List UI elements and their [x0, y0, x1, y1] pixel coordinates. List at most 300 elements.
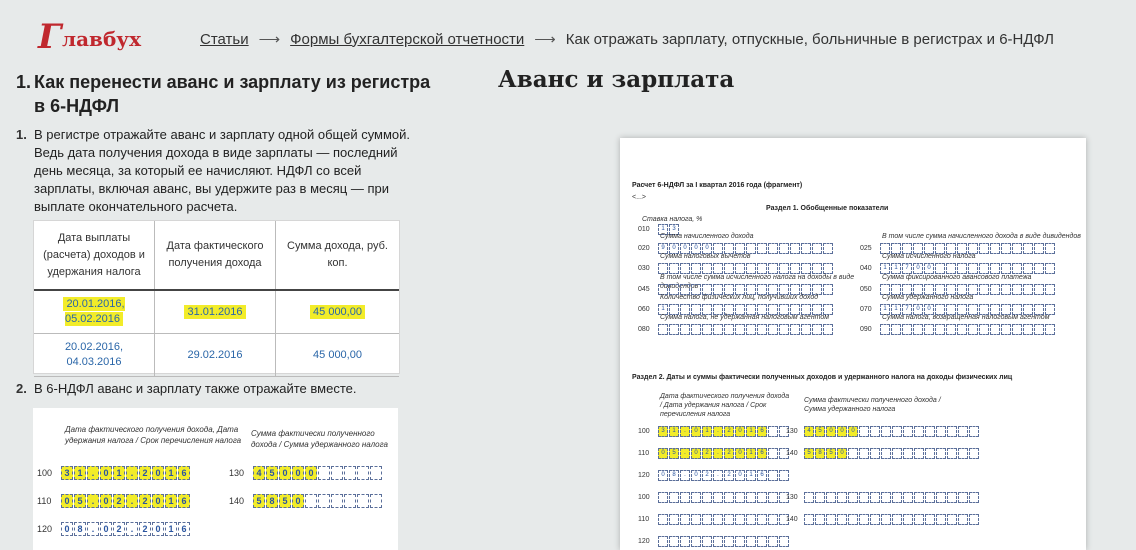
form-cell: 5: [266, 466, 278, 480]
step-2: [16, 380, 356, 398]
column-header: Дата фактического получения дохода: [155, 221, 276, 290]
form-value-cells: [658, 426, 790, 437]
form-cell: [881, 448, 891, 459]
form-cell: [958, 448, 968, 459]
form-cell: [979, 324, 989, 335]
field-code: 140: [786, 450, 798, 457]
field-code: 030: [638, 265, 650, 272]
form-value-cells: [658, 514, 790, 525]
form-cell: [914, 514, 924, 525]
form-cell: .: [680, 448, 690, 459]
field-code: 045: [638, 286, 650, 293]
form-cell: 0: [61, 494, 73, 508]
form-cell: [935, 324, 945, 335]
form-cell: 2: [139, 494, 151, 508]
form-cell: [370, 466, 382, 480]
form-cell: [658, 514, 668, 525]
form-cell: .: [126, 522, 138, 536]
form-cell: [801, 324, 811, 335]
step-text: В регистре отражайте аванс и зарплату одной общей суммой. Ведь дата получения дохода в виде зарплаты — последний день месяца, за который ее начисляют. НДФЛ со всей зарплаты, включая аванс, вы удержите раз в месяц — при выплате окончательного расчета.: [34, 127, 411, 214]
form-cell: 7: [902, 304, 912, 315]
form-cell: [812, 324, 822, 335]
form-value-cells: [253, 466, 383, 480]
form-cell: 1: [746, 448, 756, 459]
form-cell: [925, 448, 935, 459]
form-cell: [680, 536, 690, 547]
form-cell: 5: [815, 426, 825, 437]
form-cell: [757, 324, 767, 335]
form-cell: .: [126, 466, 138, 480]
form-cell: [790, 324, 800, 335]
form-value-cells: [804, 492, 980, 503]
field-code: 120: [37, 524, 53, 534]
form-cell: [669, 514, 679, 525]
field-code: 070: [860, 306, 872, 313]
form-cell: [658, 324, 668, 335]
form-cell: 1: [165, 494, 177, 508]
form-field-label: В том числе сумма исчисленного налога на доходы в виде дивидендов: [660, 274, 855, 290]
form-cell: [691, 492, 701, 503]
form-cell: [881, 426, 891, 437]
form-field-label: Сумма начисленного дохода: [660, 233, 754, 240]
form-cell: [746, 514, 756, 525]
form-cell: 0: [680, 243, 690, 254]
form-cell: [713, 324, 723, 335]
form-cell: [859, 426, 869, 437]
form-cell: [713, 514, 723, 525]
form-cell: .: [680, 426, 690, 437]
form-cell: [370, 494, 382, 508]
form-field-label: Сумма налога, не удержанная налоговым агентом: [660, 314, 830, 321]
field-code: 010: [638, 226, 650, 233]
form-cell: 0: [669, 243, 679, 254]
field-code: 100: [638, 494, 650, 501]
field-code: 140: [229, 496, 245, 506]
form-cell: 1: [165, 466, 177, 480]
form-cell: [357, 494, 369, 508]
form-cell: [669, 492, 679, 503]
form-cell: [724, 514, 734, 525]
form-6ndfl-section2-image: [33, 408, 398, 550]
form-cell: [870, 514, 880, 525]
form-cell: 0: [658, 470, 668, 481]
form-cell: [344, 466, 356, 480]
form-cell: 4: [804, 426, 814, 437]
form-cell: [702, 324, 712, 335]
form-cell: 1: [891, 263, 901, 274]
register-table: [33, 220, 400, 374]
form-cell: 2: [113, 522, 125, 536]
form-cell: 0: [658, 448, 668, 459]
field-code: 110: [638, 450, 650, 457]
form-cell: 1: [669, 426, 679, 437]
form-cell: [968, 324, 978, 335]
form-cell: [691, 536, 701, 547]
form-cell: [1012, 324, 1022, 335]
form-cell: [859, 492, 869, 503]
form-cell: 8: [266, 494, 278, 508]
form-cell: [848, 514, 858, 525]
form-cell: 6: [757, 426, 767, 437]
form-cell: [848, 492, 858, 503]
form-cell: 5: [74, 494, 86, 508]
table-cell: 45 000,00: [276, 334, 400, 377]
form-cell: [969, 514, 979, 525]
form-cell: [318, 494, 330, 508]
form-cell: [691, 514, 701, 525]
form-cell: [925, 426, 935, 437]
field-code: 020: [638, 245, 650, 252]
form-cell: [1034, 324, 1044, 335]
form-cell: [925, 492, 935, 503]
form-cell: [914, 492, 924, 503]
form-cell: [892, 448, 902, 459]
table-cell: 29.02.2016: [155, 334, 276, 377]
form-field-label: Количество физических лиц, получивших доход: [660, 294, 819, 301]
form-cell: .: [87, 522, 99, 536]
form-cell: 0: [837, 426, 847, 437]
section-number: 1.: [16, 72, 32, 92]
form-cell: [757, 536, 767, 547]
form-cell: [768, 448, 778, 459]
form-cell: [891, 324, 901, 335]
form-value-cells: [804, 426, 980, 437]
form-cell: [724, 324, 734, 335]
form-6ndfl-image: [620, 138, 1086, 550]
form-cell: [947, 514, 957, 525]
form-cell: 6: [178, 494, 190, 508]
form-cell: [957, 324, 967, 335]
form-field-label: Сумма налога, возвращенная налоговым агентом: [882, 314, 1050, 321]
form-cell: [837, 492, 847, 503]
form-cell: [746, 536, 756, 547]
form-cell: [815, 492, 825, 503]
form-ellipsis: <...>: [632, 194, 647, 201]
form-cell: 8: [669, 470, 679, 481]
form-cell: 6: [178, 522, 190, 536]
form-cell: [881, 514, 891, 525]
form-cell: 0: [924, 304, 934, 315]
form-value-cells: [61, 466, 191, 480]
form-cell: 1: [74, 466, 86, 480]
form-cell: [914, 448, 924, 459]
form-cell: 8: [815, 448, 825, 459]
form-cell: 0: [848, 426, 858, 437]
form-cell: [702, 536, 712, 547]
form-cell: 0: [292, 494, 304, 508]
table-cell: 20.02.2016, 04.03.2016: [34, 334, 155, 377]
breadcrumb-current: Как отражать зарплату, отпускные, больничные в регистрах и 6-НДФЛ: [565, 30, 1054, 48]
section-heading: [16, 70, 436, 118]
form-cell: 0: [279, 466, 291, 480]
form-cell: [870, 492, 880, 503]
form-cell: 5: [669, 448, 679, 459]
section-title: Как перенести аванс и зарплату из регистра в 6-НДФЛ: [34, 72, 431, 116]
form-cell: 0: [152, 494, 164, 508]
form-cell: 0: [691, 448, 701, 459]
form-cell: [881, 492, 891, 503]
form-cell: .: [713, 426, 723, 437]
form-cell: [903, 448, 913, 459]
form-cell: [946, 324, 956, 335]
form-cell: [680, 324, 690, 335]
form-cell: [768, 324, 778, 335]
form-value-cells: [880, 324, 1056, 335]
table-cell: 31.01.2016: [155, 290, 276, 334]
form-cell: [779, 324, 789, 335]
form-cell: [969, 426, 979, 437]
form-cell: [947, 448, 957, 459]
form-section1-title: Раздел 1. Обобщенные показатели: [766, 205, 889, 212]
form-field-label: Ставка налога, %: [642, 216, 703, 223]
form-cell: 2: [139, 466, 151, 480]
form-field-label: Сумма исчисленного налога: [882, 253, 976, 260]
form-column-label: Дата фактического получения дохода, Дата удержания налога / Срок перечисления налога: [65, 425, 242, 445]
field-code: 120: [638, 472, 650, 479]
form-column-label: Сумма фактически полученного дохода / Сумма удержанного налога: [804, 397, 941, 413]
field-code: 025: [860, 245, 872, 252]
form-cell: [924, 324, 934, 335]
form-cell: 0: [61, 522, 73, 536]
form-cell: 1: [880, 304, 890, 315]
step-text: В 6-НДФЛ аванс и зарплату также отражайте вместе.: [34, 381, 357, 396]
form-cell: 0: [913, 263, 923, 274]
form-cell: [357, 466, 369, 480]
form-cell: [713, 536, 723, 547]
form-cell: [969, 448, 979, 459]
form-cell: [779, 470, 789, 481]
form-cell: [859, 514, 869, 525]
form-cell: .: [713, 448, 723, 459]
form-column-label: Сумма фактически полученного дохода / Сумма удержанного налога: [251, 429, 388, 449]
form-cell: [305, 494, 317, 508]
form-cell: [903, 492, 913, 503]
form-cell: [826, 492, 836, 503]
form-cell: 0: [826, 426, 836, 437]
field-code: 130: [786, 428, 798, 435]
form-cell: [958, 514, 968, 525]
form-cell: 0: [691, 426, 701, 437]
form-cell: 0: [691, 470, 701, 481]
form-cell: 1: [891, 304, 901, 315]
field-code: 100: [37, 468, 53, 478]
form-cell: [768, 470, 778, 481]
glavbukh-logo[interactable]: [36, 8, 154, 60]
form-cell: 0: [735, 470, 745, 481]
form-cell: [669, 536, 679, 547]
form-cell: [969, 492, 979, 503]
field-code: 080: [638, 326, 650, 333]
form-cell: 3: [658, 426, 668, 437]
form-cell: 0: [152, 466, 164, 480]
form-cell: [768, 514, 778, 525]
form-cell: 1: [658, 304, 668, 315]
form-value-cells: [658, 536, 790, 547]
form-cell: 5: [253, 494, 265, 508]
form-cell: [936, 426, 946, 437]
field-code: 110: [37, 496, 52, 506]
form-cell: 9: [658, 243, 668, 254]
form-cell: [746, 324, 756, 335]
form-cell: [768, 426, 778, 437]
svg-text:лавбух: лавбух: [62, 27, 142, 51]
form-field-label: Сумма налоговых вычетов: [660, 253, 751, 260]
form-cell: 0: [100, 522, 112, 536]
column-header: Дата выплаты (расчета) доходов и удержания налога: [34, 221, 155, 290]
form-cell: 2: [724, 470, 734, 481]
form-cell: [669, 324, 679, 335]
form-cell: 0: [913, 304, 923, 315]
form-cell: 3: [669, 224, 679, 235]
form-cell: [958, 426, 968, 437]
form-cell: 0: [305, 466, 317, 480]
form-cell: [735, 324, 745, 335]
step-number: 1.: [16, 127, 27, 142]
form-cell: 1: [702, 426, 712, 437]
field-code: 120: [638, 538, 650, 545]
form-section2-title: Раздел 2. Даты и суммы фактически полученных доходов и удержанного налога на доходы физических лиц: [632, 374, 1013, 381]
form-cell: 8: [74, 522, 86, 536]
form-cell: [903, 426, 913, 437]
form-cell: 1: [746, 426, 756, 437]
field-code: 060: [638, 306, 650, 313]
form-cell: [724, 536, 734, 547]
form-cell: .: [680, 470, 690, 481]
form-cell: [815, 514, 825, 525]
form-cell: 7: [902, 263, 912, 274]
form-cell: 1: [880, 263, 890, 274]
form-cell: 2: [724, 426, 734, 437]
form-cell: [870, 426, 880, 437]
breadcrumb-link-forms[interactable]: Формы бухгалтерской отчетности: [290, 30, 525, 48]
form-cell: [768, 492, 778, 503]
form-value-cells: [658, 470, 790, 481]
form-cell: [892, 492, 902, 503]
form-cell: 0: [100, 466, 112, 480]
form-cell: [848, 448, 858, 459]
table-cell: 45 000,00: [276, 290, 400, 334]
form-field-label: В том числе сумма начисленного дохода в виде дивидендов: [882, 233, 1081, 240]
form-cell: 0: [735, 448, 745, 459]
form-cell: [318, 466, 330, 480]
form-cell: [804, 492, 814, 503]
form-cell: [826, 514, 836, 525]
form-cell: [958, 492, 968, 503]
form-cell: [713, 492, 723, 503]
form-value-cells: [658, 448, 790, 459]
step-1: [16, 126, 416, 216]
form-value-cells: [658, 492, 790, 503]
field-code: 100: [638, 428, 650, 435]
arrow-icon: ⟶: [258, 31, 281, 48]
form-cell: 2: [702, 470, 712, 481]
form-cell: [870, 448, 880, 459]
form-cell: 2: [113, 494, 125, 508]
form-cell: 6: [757, 470, 767, 481]
svg-text:Г: Г: [38, 17, 62, 57]
form-cell: 3: [61, 466, 73, 480]
field-code: 090: [860, 326, 872, 333]
form-cell: 1: [113, 466, 125, 480]
field-code: 110: [638, 516, 650, 523]
form-cell: 2: [139, 522, 151, 536]
form-cell: 2: [724, 448, 734, 459]
form-cell: [344, 494, 356, 508]
form-cell: 0: [292, 466, 304, 480]
form-field-label: Сумма удержанного налога: [882, 294, 974, 301]
table-row: [34, 334, 399, 377]
table-row: [34, 290, 399, 334]
form-cell: [658, 536, 668, 547]
form-cell: .: [126, 494, 138, 508]
form-cell: 5: [826, 448, 836, 459]
form-cell: 0: [152, 522, 164, 536]
form-cell: [990, 324, 1000, 335]
form-cell: [331, 494, 343, 508]
form-cell: [902, 324, 912, 335]
page-title: Аванс и зарплата: [498, 66, 735, 93]
form-cell: [680, 492, 690, 503]
form-cell: 6: [757, 448, 767, 459]
form-cell: [880, 324, 890, 335]
form-cell: [779, 536, 789, 547]
form-cell: 0: [702, 243, 712, 254]
form-cell: .: [87, 494, 99, 508]
form-cell: [768, 536, 778, 547]
form-cell: [947, 426, 957, 437]
form-cell: [837, 514, 847, 525]
form-cell: [936, 514, 946, 525]
form-value-cells: [61, 522, 191, 536]
form-cell: [913, 324, 923, 335]
form-column-label: Дата фактического получения дохода / Дата удержания налога / Срок перечисления налога: [660, 393, 790, 418]
form-cell: [925, 514, 935, 525]
field-code: 130: [229, 468, 245, 478]
form-cell: 4: [253, 466, 265, 480]
form-cell: 0: [837, 448, 847, 459]
form-cell: [702, 514, 712, 525]
breadcrumb: [200, 30, 1054, 48]
form-cell: [1045, 324, 1055, 335]
form-value-cells: [658, 324, 834, 335]
form-cell: [757, 492, 767, 503]
form-cell: [892, 514, 902, 525]
form-cell: [757, 514, 767, 525]
form-value-cells: [804, 514, 980, 525]
form-cell: [735, 514, 745, 525]
form-cell: 5: [279, 494, 291, 508]
form-cell: 0: [924, 263, 934, 274]
form-cell: .: [713, 470, 723, 481]
form-cell: 0: [100, 494, 112, 508]
instruction-column: [16, 70, 436, 216]
arrow-icon: ⟶: [534, 31, 556, 48]
form-cell: [903, 514, 913, 525]
form-cell: 0: [735, 426, 745, 437]
form-cell: [936, 492, 946, 503]
form-cell: 5: [804, 448, 814, 459]
form-cell: [331, 466, 343, 480]
form-value-cells: [61, 494, 191, 508]
form-cell: [735, 536, 745, 547]
form-cell: 0: [691, 243, 701, 254]
form-cell: [892, 426, 902, 437]
breadcrumb-link-articles[interactable]: Статьи: [200, 30, 249, 48]
form-cell: [804, 514, 814, 525]
form-cell: 2: [702, 448, 712, 459]
form-value-cells: [253, 494, 383, 508]
form-cell: [702, 492, 712, 503]
